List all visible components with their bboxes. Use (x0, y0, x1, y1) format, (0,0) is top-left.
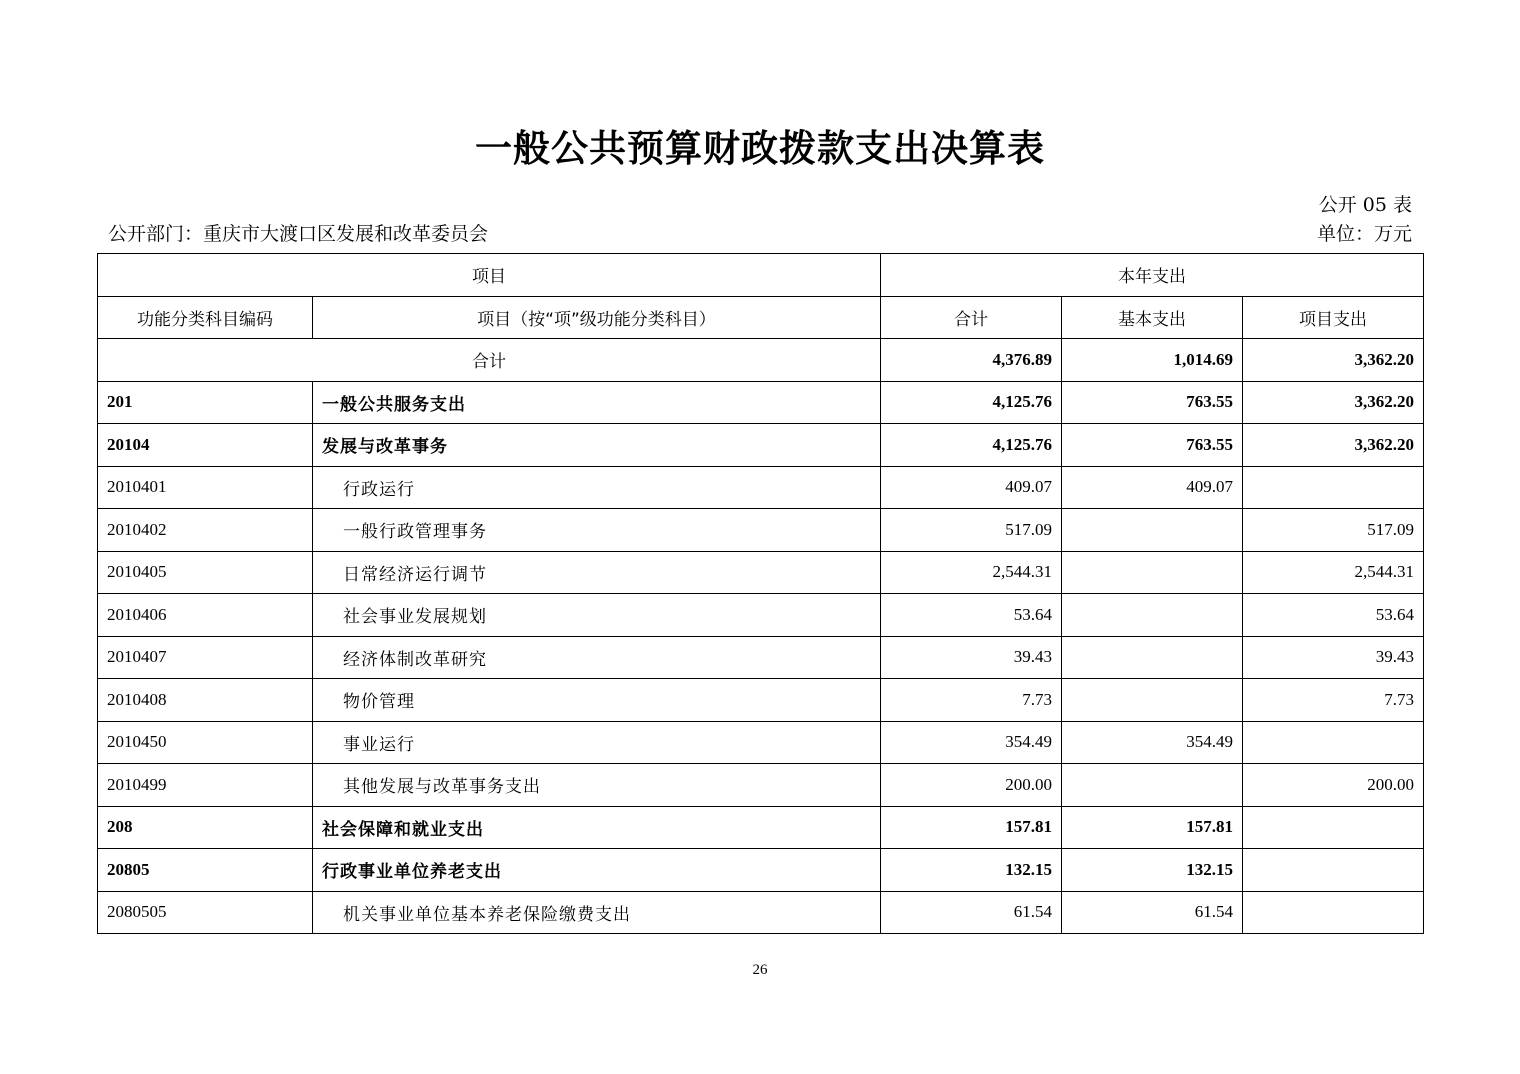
row-name: 日常经济运行调节 (313, 551, 881, 594)
row-code: 2080505 (98, 891, 313, 934)
row-name: 社会保障和就业支出 (313, 806, 881, 849)
row-total: 39.43 (881, 636, 1062, 679)
row-project (1243, 806, 1424, 849)
row-name: 发展与改革事务 (313, 424, 881, 467)
row-project: 200.00 (1243, 764, 1424, 807)
row-basic (1062, 764, 1243, 807)
table-row (98, 806, 1424, 849)
row-name: 行政事业单位养老支出 (313, 849, 881, 892)
row-name: 机关事业单位基本养老保险缴费支出 (313, 891, 881, 934)
row-project: 3,362.20 (1243, 424, 1424, 467)
table-row (98, 466, 1424, 509)
row-project: 7.73 (1243, 679, 1424, 722)
total-row-label: 合计 (98, 339, 881, 382)
row-code: 2010407 (98, 636, 313, 679)
table-row (98, 764, 1424, 807)
unit-label: 单位：万元 (1316, 223, 1412, 245)
row-basic (1062, 594, 1243, 637)
row-project: 53.64 (1243, 594, 1424, 637)
row-code: 2010402 (98, 509, 313, 552)
row-code: 2010401 (98, 466, 313, 509)
row-name: 一般行政管理事务 (313, 509, 881, 552)
page-title: 一般公共预算财政拨款支出决算表 (475, 127, 1045, 170)
row-total: 7.73 (881, 679, 1062, 722)
total-row-total: 4,376.89 (881, 339, 1062, 382)
table-row (98, 424, 1424, 467)
row-project (1243, 466, 1424, 509)
row-project (1243, 849, 1424, 892)
row-basic: 763.55 (1062, 381, 1243, 424)
total-row (98, 339, 1424, 382)
row-code: 20805 (98, 849, 313, 892)
table-row (98, 849, 1424, 892)
row-total: 132.15 (881, 849, 1062, 892)
row-project: 3,362.20 (1243, 381, 1424, 424)
row-total: 61.54 (881, 891, 1062, 934)
header-current-year: 本年支出 (881, 254, 1424, 297)
header-code: 功能分类科目编码 (98, 296, 313, 339)
row-code: 201 (98, 381, 313, 424)
header-project: 项目支出 (1243, 296, 1424, 339)
row-basic: 354.49 (1062, 721, 1243, 764)
row-code: 2010406 (98, 594, 313, 637)
row-basic: 61.54 (1062, 891, 1243, 934)
row-code: 20104 (98, 424, 313, 467)
table-row (98, 551, 1424, 594)
header-name: 项目（按“项”级功能分类科目） (313, 296, 881, 339)
row-total: 53.64 (881, 594, 1062, 637)
row-code: 2010408 (98, 679, 313, 722)
department-label: 公开部门：重庆市大渡口区发展和改革委员会 (108, 223, 489, 245)
header-items: 项目 (98, 254, 881, 297)
row-name: 一般公共服务支出 (313, 381, 881, 424)
row-basic (1062, 551, 1243, 594)
row-name: 行政运行 (313, 466, 881, 509)
table-row (98, 721, 1424, 764)
page-number: 26 (752, 962, 768, 978)
row-basic: 763.55 (1062, 424, 1243, 467)
table-row (98, 679, 1424, 722)
row-code: 2010450 (98, 721, 313, 764)
row-code: 208 (98, 806, 313, 849)
row-total: 517.09 (881, 509, 1062, 552)
row-basic: 409.07 (1062, 466, 1243, 509)
row-total: 157.81 (881, 806, 1062, 849)
row-name: 事业运行 (313, 721, 881, 764)
total-row-project: 3,362.20 (1243, 339, 1424, 382)
table-row (98, 594, 1424, 637)
row-total: 4,125.76 (881, 424, 1062, 467)
table-row (98, 636, 1424, 679)
row-project: 2,544.31 (1243, 551, 1424, 594)
row-total: 409.07 (881, 466, 1062, 509)
row-code: 2010405 (98, 551, 313, 594)
row-basic (1062, 509, 1243, 552)
table-row (98, 891, 1424, 934)
form-number: 公开 05 表 (1318, 194, 1412, 216)
row-name: 经济体制改革研究 (313, 636, 881, 679)
row-name: 社会事业发展规划 (313, 594, 881, 637)
table-row (98, 381, 1424, 424)
row-total: 4,125.76 (881, 381, 1062, 424)
row-total: 200.00 (881, 764, 1062, 807)
header-row-top (98, 254, 1424, 297)
row-project: 517.09 (1243, 509, 1424, 552)
row-name: 物价管理 (313, 679, 881, 722)
header-row-sub (98, 296, 1424, 339)
row-basic (1062, 679, 1243, 722)
total-row-basic: 1,014.69 (1062, 339, 1243, 382)
row-name: 其他发展与改革事务支出 (313, 764, 881, 807)
table-row (98, 509, 1424, 552)
row-basic: 157.81 (1062, 806, 1243, 849)
row-basic: 132.15 (1062, 849, 1243, 892)
row-project: 39.43 (1243, 636, 1424, 679)
expenditure-table (97, 253, 1424, 934)
row-total: 2,544.31 (881, 551, 1062, 594)
row-code: 2010499 (98, 764, 313, 807)
header-total: 合计 (881, 296, 1062, 339)
header-basic: 基本支出 (1062, 296, 1243, 339)
row-project (1243, 721, 1424, 764)
row-basic (1062, 636, 1243, 679)
row-total: 354.49 (881, 721, 1062, 764)
row-project (1243, 891, 1424, 934)
